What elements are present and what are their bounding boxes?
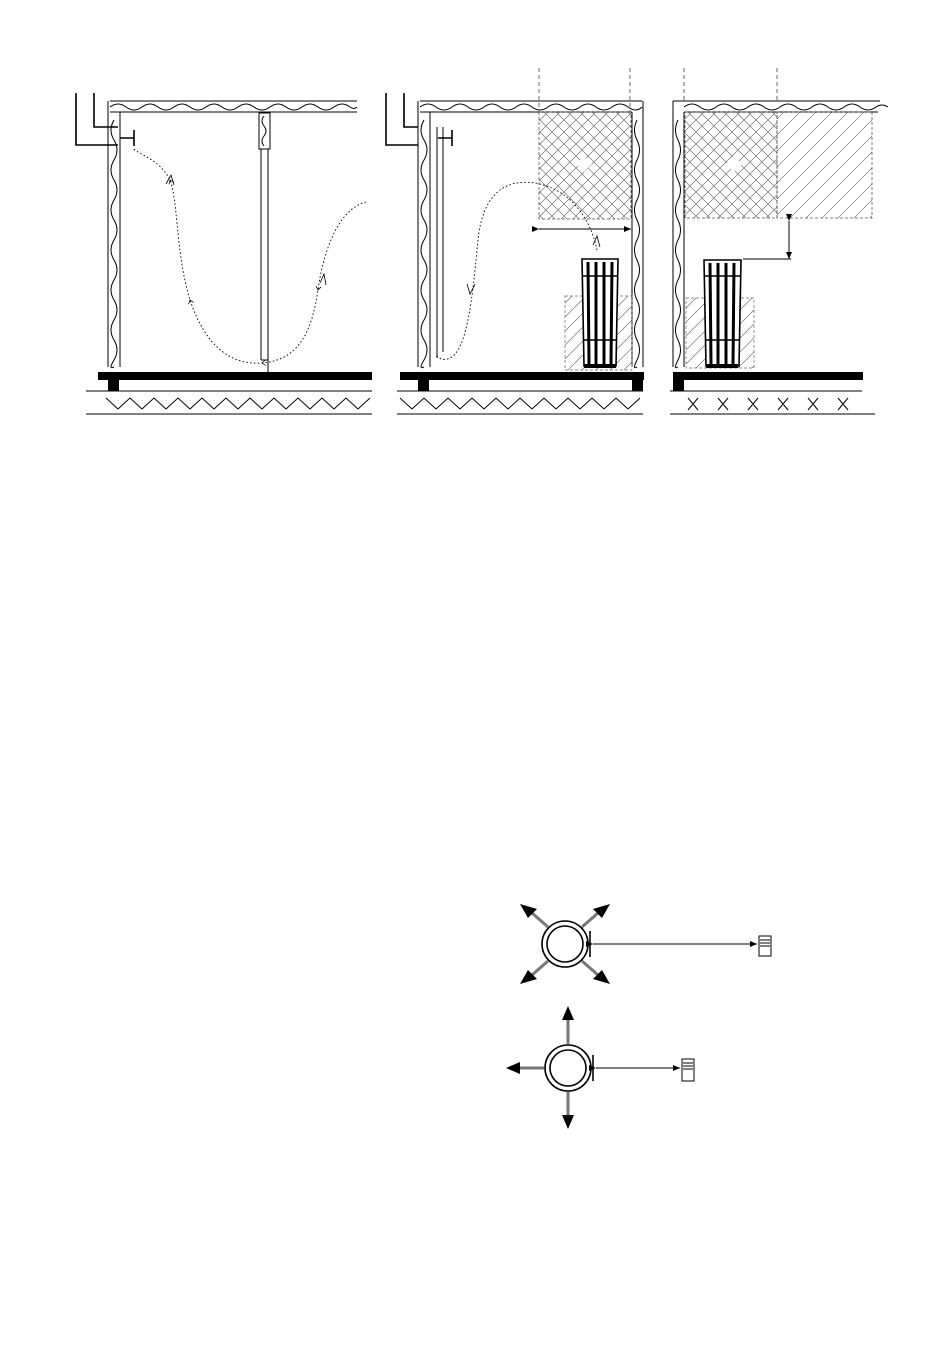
heater-icon [582, 259, 618, 368]
vent-damper [438, 130, 452, 146]
figure-2-airflow-with-heater [386, 68, 644, 414]
control-unit-icon [682, 1059, 694, 1081]
floor-ground-hatch [688, 398, 848, 410]
vent-duct [386, 93, 418, 145]
floor-slab [673, 372, 863, 380]
arrow-icon [520, 961, 548, 984]
exhaust-duct [437, 127, 443, 358]
ceiling [110, 101, 357, 112]
floor-slab [400, 372, 644, 380]
airflow-arrow-icon [467, 284, 475, 294]
arrow-icon [582, 904, 610, 927]
arrow-icon [562, 1006, 574, 1044]
floor-slab [98, 372, 372, 380]
left-wall-insulation [111, 120, 117, 368]
arrow-icon [562, 1092, 574, 1129]
airflow-arrow-icon [166, 175, 174, 185]
figure-3-heater-clearance [670, 68, 888, 414]
ceiling [673, 101, 880, 112]
vent-damper [120, 130, 134, 146]
arrow-icon [520, 904, 548, 927]
floor-ground-hatch [400, 398, 640, 409]
partition-upper [259, 113, 270, 149]
floor-ground-hatch [106, 398, 370, 409]
extended-zone-hatched [777, 112, 872, 218]
heater-icon [545, 1045, 593, 1091]
ceiling-insulation [110, 104, 357, 110]
figure-1-airflow-with-partition [76, 93, 372, 414]
airflow-path [132, 148, 366, 363]
partition-lower [261, 149, 268, 374]
heater-icon [704, 260, 741, 368]
airflow-arrow-icon [320, 274, 326, 285]
arrow-icon [506, 1062, 544, 1074]
diagram-heater-wall-placement [506, 1006, 694, 1129]
arrow-icon [582, 961, 610, 984]
control-unit-icon [759, 936, 771, 956]
diagram-heater-corner-placement [520, 904, 771, 984]
